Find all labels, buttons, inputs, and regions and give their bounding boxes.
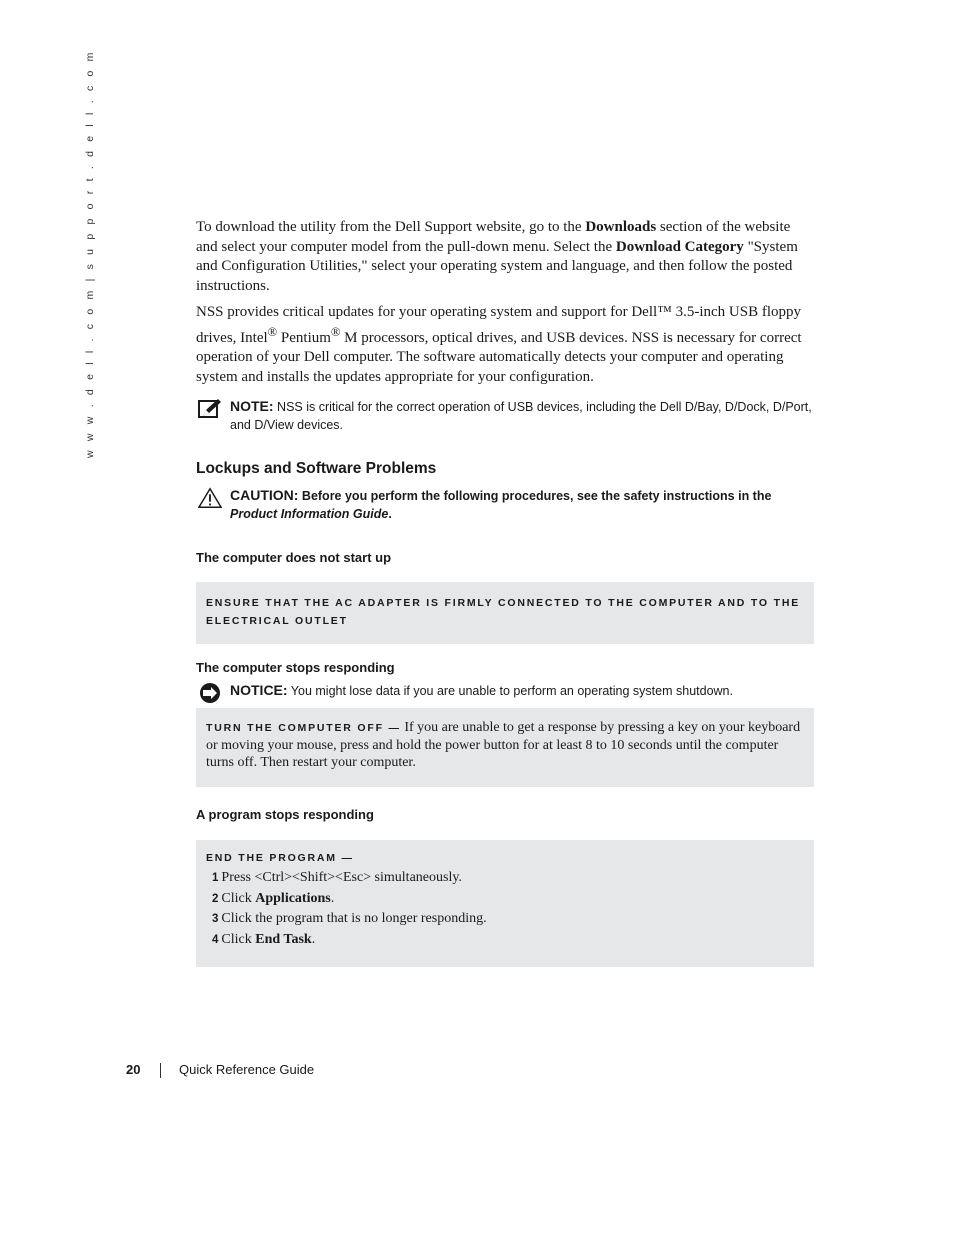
solution-turn-off-heading: TURN THE COMPUTER OFF — <box>206 722 401 734</box>
downloads-term: Downloads <box>585 219 657 235</box>
problem-title-stops-responding: The computer stops responding <box>196 660 395 675</box>
sidebar-url <box>80 49 102 462</box>
step-text: Click <box>221 931 256 947</box>
page-content <box>196 218 814 967</box>
note-block <box>196 397 814 434</box>
solution-ac-adapter-text: ENSURE THAT THE AC ADAPTER IS FIRMLY CONNECTED TO THE COMPUTER AND TO THE ELECTRICAL OUTLET <box>206 597 801 627</box>
step-number: 2 <box>212 892 219 905</box>
step-text: . <box>311 931 316 947</box>
step-bold-term: End Task <box>255 931 312 947</box>
section-title: Lockups and Software Problems <box>196 460 437 477</box>
caution-block <box>196 486 814 523</box>
step-item <box>206 889 804 910</box>
intro-paragraph-2 <box>196 303 814 387</box>
footer-title: Quick Reference Guide <box>179 1062 315 1077</box>
end-program-steps <box>206 868 804 950</box>
step-item <box>206 930 804 951</box>
problem-title-no-start: The computer does not start up <box>196 550 392 565</box>
step-text: Click the program that is no longer responding. <box>221 911 487 926</box>
caution-triangle-icon <box>198 487 222 509</box>
footer-divider <box>160 1063 161 1078</box>
pencil-note-icon <box>198 398 222 420</box>
step-text: Click <box>221 890 256 906</box>
notice-label: NOTICE: <box>230 682 288 698</box>
sidebar-url-text: w w w . d e l l . c o m | s u p p o r t . d e l l . c o m <box>84 49 96 458</box>
step-bold-term: Applications <box>255 890 331 906</box>
text: To download the utility from the Dell Support website, go to the <box>196 219 586 235</box>
step-item <box>206 868 804 889</box>
caution-text: Before you perform the following procedures, see the safety instructions in the <box>298 489 772 503</box>
notice-text: You might lose data if you are unable to perform an operating system shutdown. <box>287 684 733 698</box>
solution-box-ac-adapter <box>196 582 814 644</box>
page-footer <box>126 1062 315 1077</box>
step-text: Press <Ctrl><Shift><Esc> simultaneously. <box>221 870 462 885</box>
solution-turn-off <box>206 719 804 771</box>
step-number: 1 <box>212 872 219 884</box>
registered-mark: ® <box>330 324 341 339</box>
step-text: . <box>330 890 335 906</box>
step-number: 4 <box>212 933 219 946</box>
caution-end: . <box>388 507 392 521</box>
step-number: 3 <box>212 913 219 925</box>
caution-label: CAUTION: <box>230 487 299 503</box>
notice-block <box>196 681 814 700</box>
text: M processors, optical drives, and USB devices. NSS is necessary for correct operation of your Dell computer. The software automatically detects your computer and operating system and installs the updates appropriate for your configuration. <box>196 329 802 385</box>
solution-end-program-heading: END THE PROGRAM — <box>206 852 354 864</box>
download-category-term: Download Category <box>615 238 744 255</box>
text: NSS provides critical updates for your operating system and support for Dell™ 3.5-inch USB floppy drives, Intel <box>196 304 802 346</box>
solution-box-end-program <box>196 840 814 967</box>
note-text: NSS is critical for the correct operation of USB devices, including the Dell D/Bay, D/Dock, D/Port, and D/View devices. <box>230 400 812 432</box>
text: Pentium <box>277 329 331 346</box>
notice-hand-icon <box>198 682 222 704</box>
solution-turn-off-text: If you are unable to get a response by pressing a key on your keyboard or moving your mouse, press and hold the power button for at least 8 to 10 seconds until the computer turns off. Then restart your computer. <box>206 720 801 770</box>
step-item <box>206 909 804 930</box>
problem-title-program: A program stops responding <box>196 807 374 822</box>
registered-mark: ® <box>267 324 278 339</box>
intro-paragraph-1 <box>196 218 814 296</box>
solution-box-turn-off <box>196 708 814 787</box>
page-number: 20 <box>126 1062 141 1077</box>
note-label: NOTE: <box>230 398 274 414</box>
text: "System and Configuration Utilities," select your operating system and language, and then follow the posted instructions. <box>196 238 798 294</box>
caution-reference: Product Information Guide <box>230 507 389 521</box>
text: section of the website and select your computer model from the pull-down menu. Select the <box>196 219 791 255</box>
